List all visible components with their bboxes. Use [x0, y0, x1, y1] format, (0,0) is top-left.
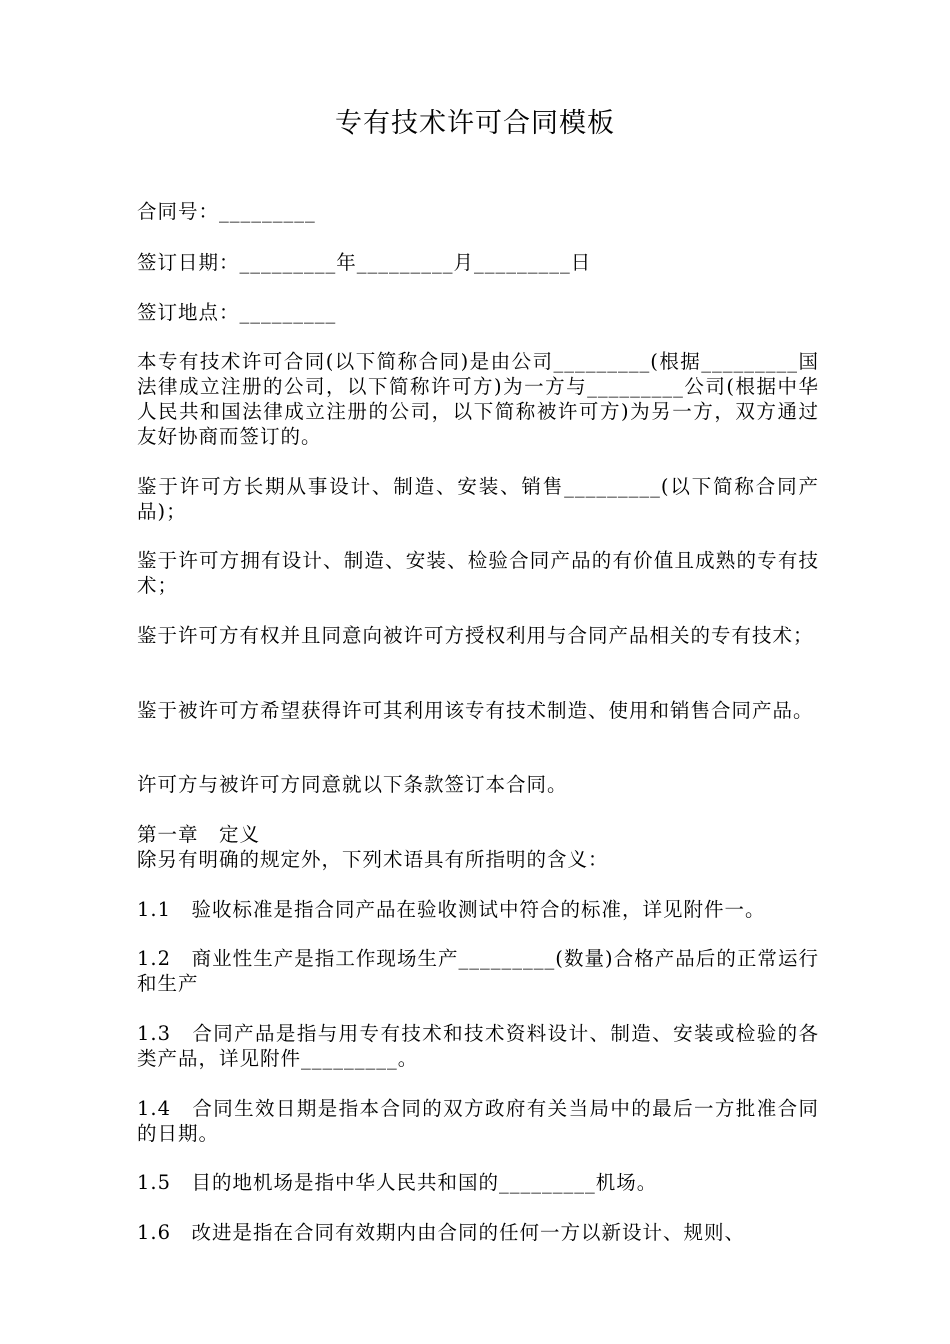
clause-1-5: 1.5 目的地机场是指中华人民共和国的_________机场。: [137, 1171, 658, 1194]
preamble-paragraph: 本专有技术许可合同(以下简称合同)是由公司_________(根据_________国法律成立注册的公司，以下简称许可方)为一方与_________公司(根据中华人民共和国法律成立注册的公司，以下简称被许可方)为另一方，双方通过友好协商而签订的。: [137, 350, 819, 448]
chapter-heading: 第一章 定义: [137, 823, 261, 846]
clause-1-2: 1.2 商业性生产是指工作现场生产_________(数量)合格产品后的正常运行和生产: [137, 947, 819, 995]
clause-1-6: 1.6 改进是指在合同有效期内由合同的任何一方以新设计、规则、: [137, 1221, 746, 1244]
contract-number-line: 合同号：_________: [137, 200, 316, 223]
whereas-paragraph-4: 鉴于被许可方希望获得许可其利用该专有技术制造、使用和销售合同产品。: [137, 699, 814, 722]
agreement-statement: 许可方与被许可方同意就以下条款签订本合同。: [137, 773, 568, 796]
signing-place-line: 签订地点：_________: [137, 301, 337, 324]
whereas-paragraph-3: 鉴于许可方有权并且同意向被许可方授权利用与合同产品相关的专有技术；: [137, 624, 814, 647]
definitions-intro: 除另有明确的规定外，下列术语具有所指明的含义：: [137, 848, 609, 871]
clause-1-4: 1.4 合同生效日期是指本合同的双方政府有关当局中的最后一方批准合同的日期。: [137, 1097, 819, 1145]
document-title: 专有技术许可合同模板: [335, 108, 615, 139]
signing-date-line: 签订日期：_________年_________月_________日: [137, 251, 592, 274]
clause-1-1: 1.1 验收标准是指合同产品在验收测试中符合的标准，详见附件一。: [137, 898, 766, 921]
whereas-paragraph-2: 鉴于许可方拥有设计、制造、安装、检验合同产品的有价值且成熟的专有技术；: [137, 549, 819, 597]
whereas-paragraph-1: 鉴于许可方长期从事设计、制造、安装、销售_________(以下简称合同产品)；: [137, 475, 819, 523]
clause-1-3: 1.3 合同产品是指与用专有技术和技术资料设计、制造、安装或检验的各类产品，详见附件_________。: [137, 1022, 819, 1070]
